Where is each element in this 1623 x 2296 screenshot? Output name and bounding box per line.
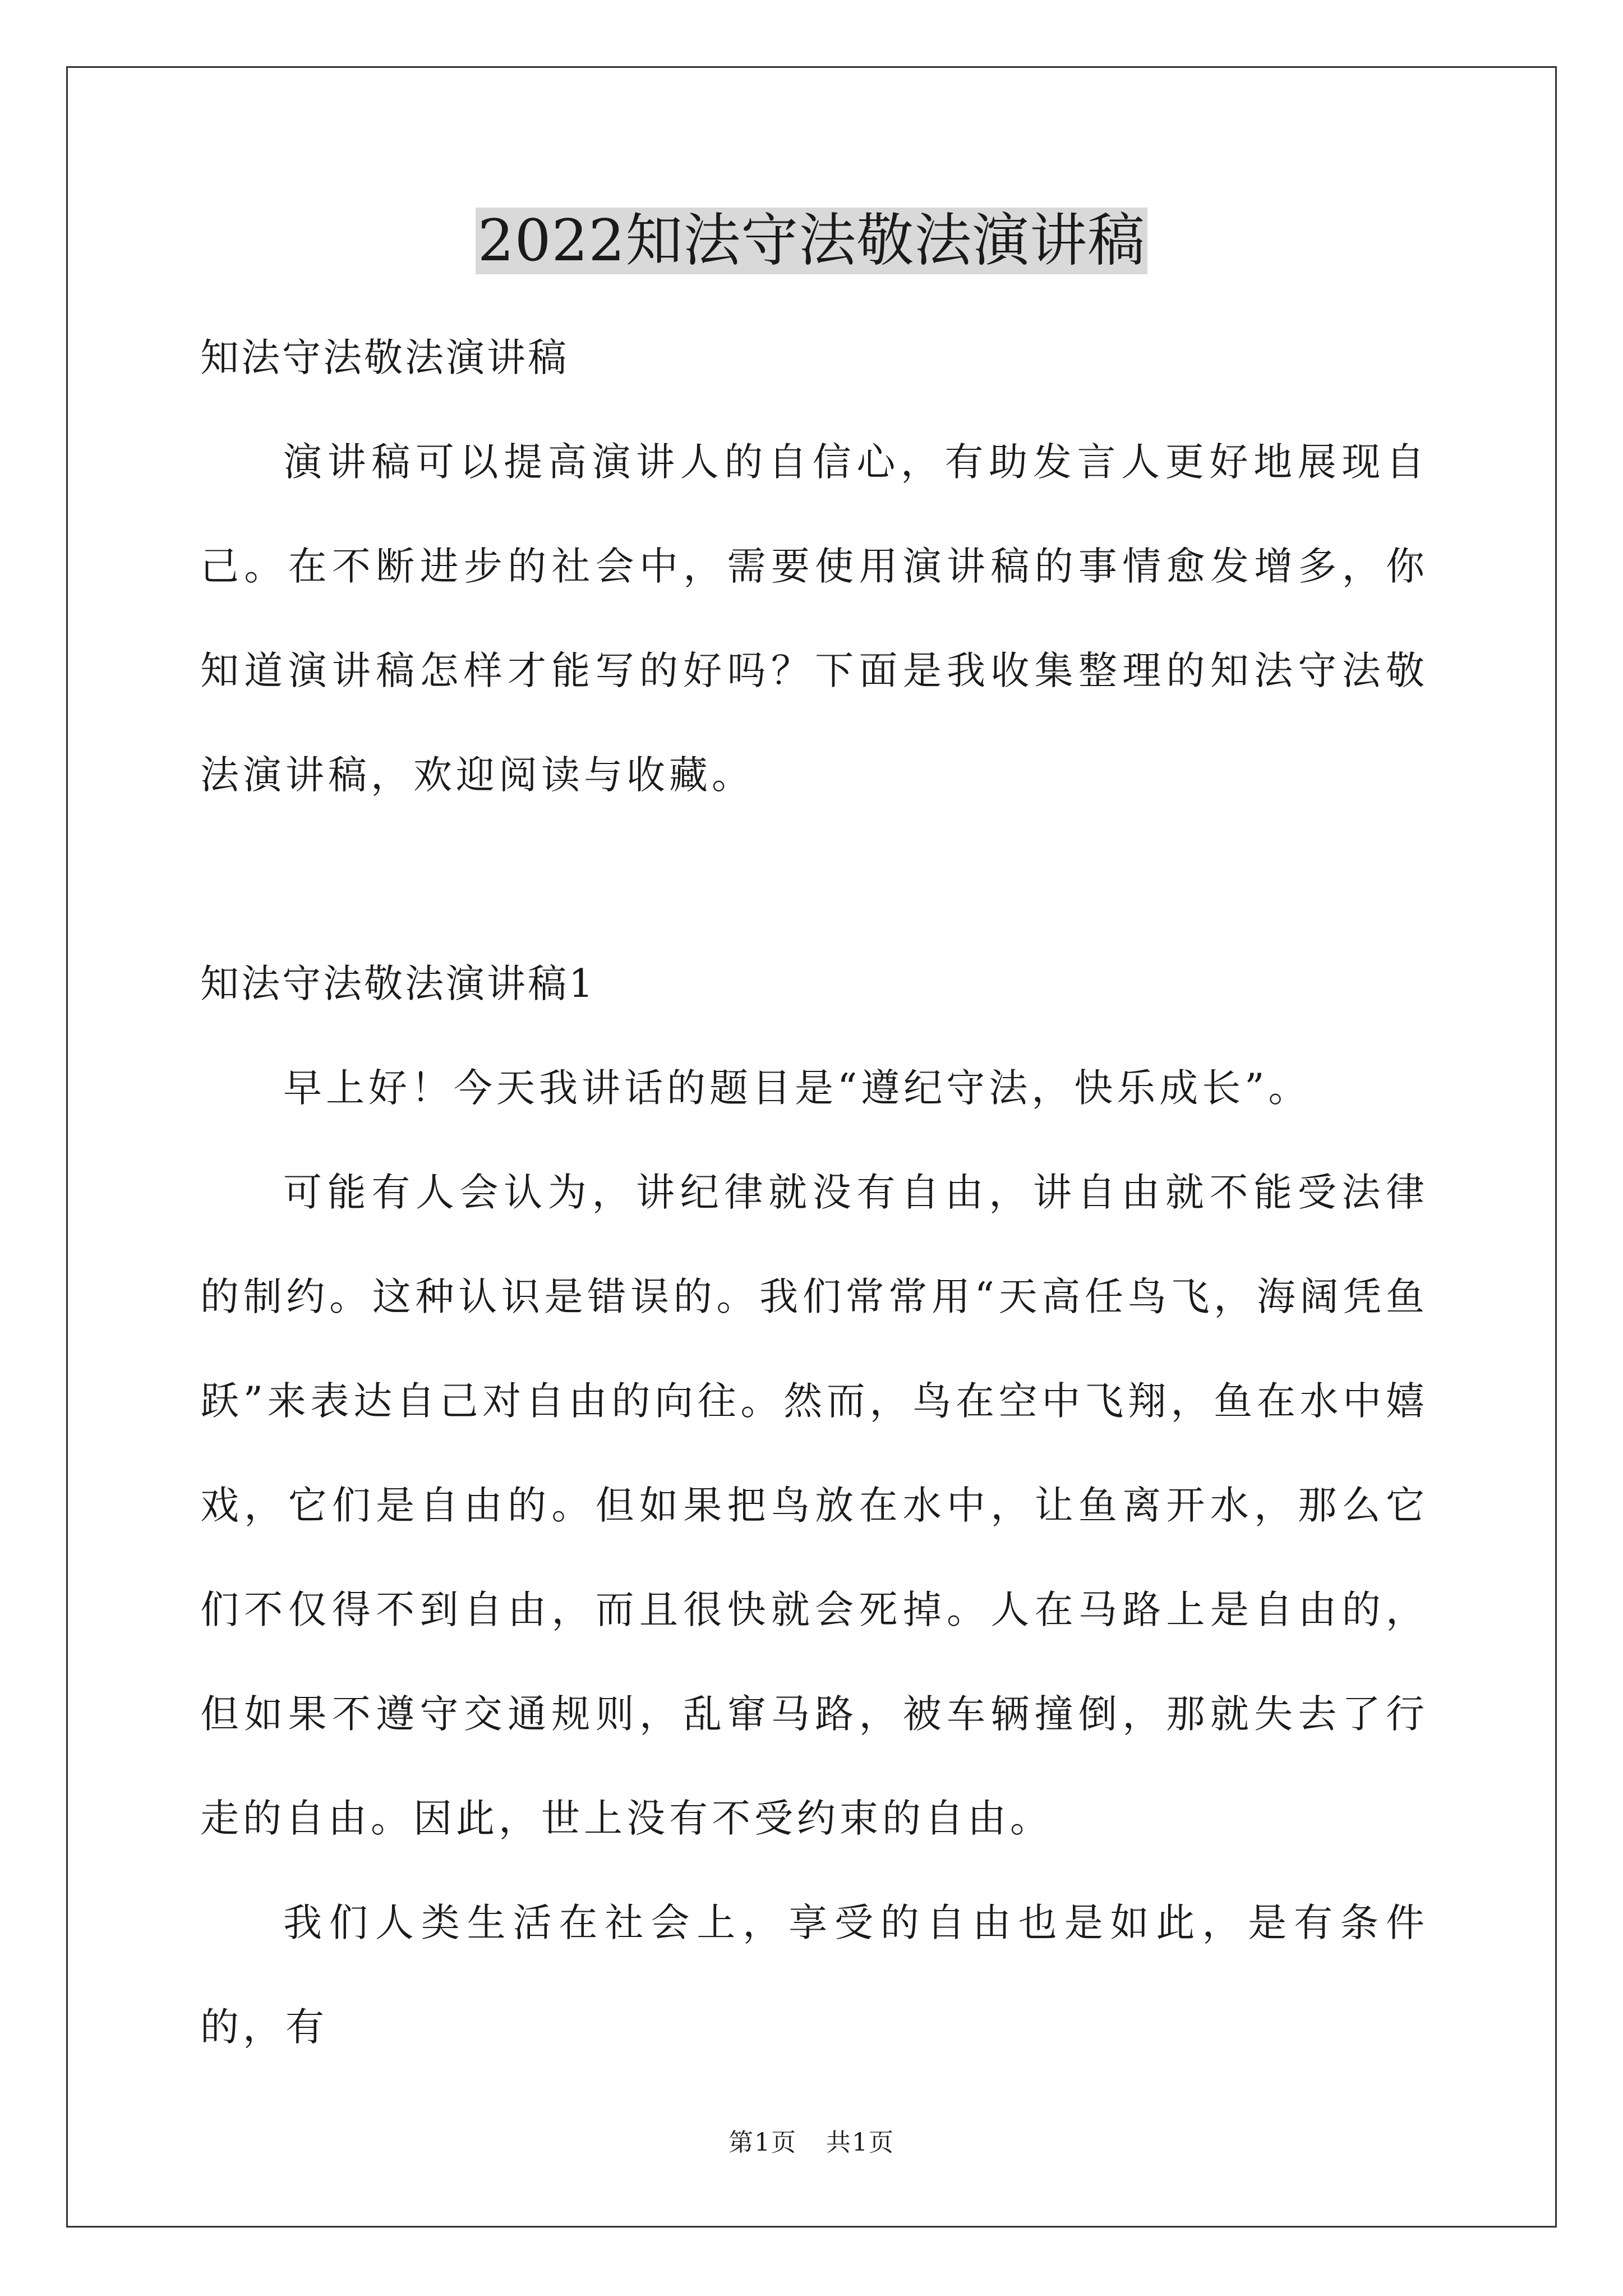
- section-spacer: [200, 827, 1428, 932]
- document-title-text: 2022知法守法敬法演讲稿: [476, 208, 1148, 274]
- page-number: 第1页: [728, 2128, 797, 2157]
- body-paragraph-3: 我们人类生活在社会上，享受的自由也是如此，是有条件的，有: [200, 1901, 1428, 2050]
- intro-paragraph: 演讲稿可以提高演讲人的自信心，有助发言人更好地展现自己。在不断进步的社会中，需要使用演讲稿的事情愈发增多，你知道演讲稿怎样才能写的好吗？下面是我收集整理的知法守法敬法演讲稿，欢迎阅读与收藏。: [200, 440, 1428, 798]
- document-body: [200, 306, 1428, 2079]
- body-paragraph-2: 可能有人会认为，讲纪律就没有自由，讲自由就不能受法律的制约。这种认识是错误的。我们常常用“天高任鸟飞，海阔凭鱼跃”来表达自己对自由的向往。然而，鸟在空中飞翔，鱼在水中嬉戏，它们是自由的。但如果把鸟放在水中，让鱼离开水，那么它们不仅得不到自由，而且很快就会死掉。人在马路上是自由的，但如果不遵守交通规则，乱窜马路，被车辆撞倒，那就失去了行走的自由。因此，世上没有不受约束的自由。: [200, 1170, 1428, 1841]
- page-footer: [0, 2126, 1623, 2160]
- body-paragraph-1: 早上好！今天我讲话的题目是“遵纪守法，快乐成长”。: [283, 1066, 1311, 1111]
- page-count: 共1页: [826, 2128, 895, 2157]
- subtitle: 知法守法敬法演讲稿: [200, 335, 569, 380]
- section-heading: 知法守法敬法演讲稿1: [200, 961, 596, 1006]
- document-title: [0, 202, 1623, 280]
